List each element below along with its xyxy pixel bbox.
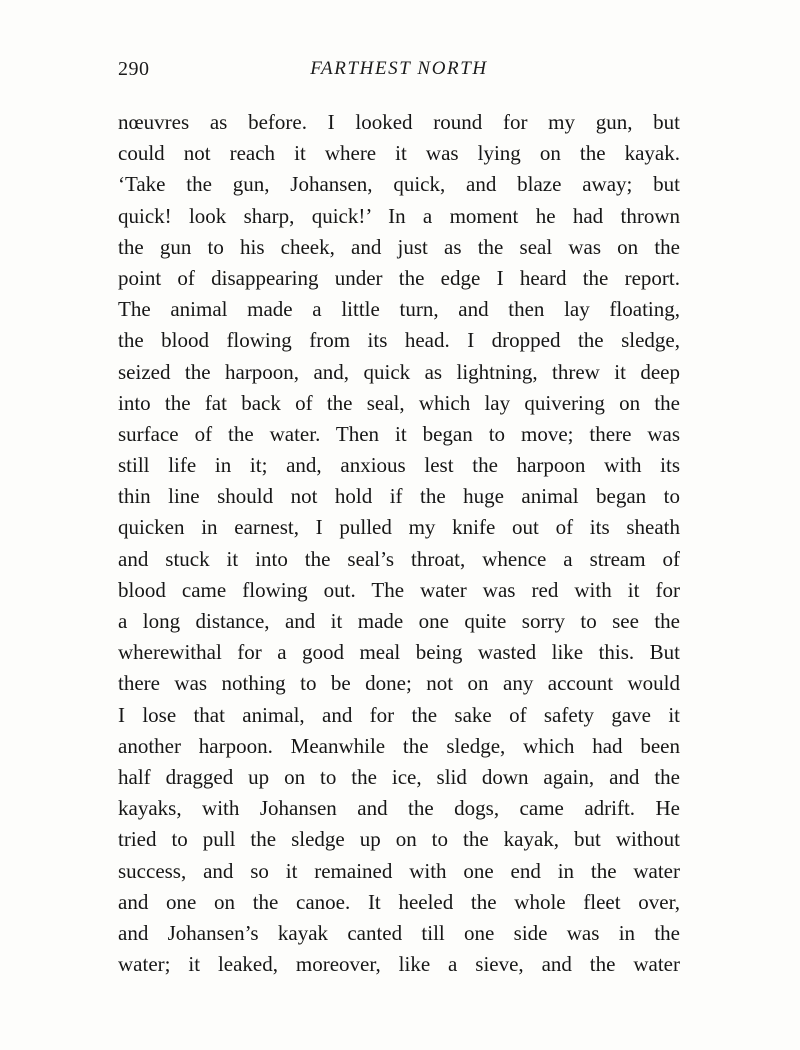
text-line: could not reach it where it was lying on the kayak.	[118, 141, 680, 166]
body-text	[118, 107, 680, 980]
text-line: seized the harpoon, and, quick as lightning, threw it deep	[118, 359, 680, 384]
text-line: still life in it; and, anxious lest the harpoon with its	[118, 453, 680, 478]
text-line: point of disappearing under the edge I heard the report.	[118, 265, 680, 290]
text-line: thin line should not hold if the huge animal began to	[118, 484, 680, 509]
text-line: the gun to his cheek, and just as the seal was on the	[118, 234, 680, 259]
text-line: the blood flowing from its head. I dropped the sledge,	[118, 328, 680, 353]
text-line: nœuvres as before. I looked round for my gun, but	[118, 110, 680, 134]
page-number: 290	[118, 58, 150, 80]
text-line: kayaks, with Johansen and the dogs, came adrift. He	[118, 796, 680, 821]
text-line: and stuck it into the seal’s throat, whence a stream of	[118, 546, 680, 571]
text-line: I lose that animal, and for the sake of safety gave it	[118, 702, 680, 727]
text-line: and one on the canoe. It heeled the whole fleet over,	[118, 889, 680, 914]
text-line: quicken in earnest, I pulled my knife out of its sheath	[118, 515, 680, 540]
text-line: The animal made a little turn, and then lay floating,	[118, 297, 680, 322]
text-line: success, and so it remained with one end in the water	[118, 858, 680, 883]
text-line: water; it leaked, moreover, like a sieve, and the water	[118, 952, 680, 977]
text-line: blood came flowing out. The water was red with it for	[118, 577, 680, 602]
page-header	[118, 58, 680, 88]
text-line: ‘Take the gun, Johansen, quick, and blaze away; but	[118, 172, 680, 197]
text-line: quick! look sharp, quick!’ In a moment he had thrown	[118, 203, 680, 228]
text-line: half dragged up on to the ice, slid down again, and the	[118, 764, 680, 789]
text-line: another harpoon. Meanwhile the sledge, which had been	[118, 733, 680, 758]
text-line: there was nothing to be done; not on any account would	[118, 671, 680, 696]
text-line: wherewithal for a good meal being wasted like this. But	[118, 640, 680, 665]
text-line: a long distance, and it made one quite sorry to see the	[118, 609, 680, 633]
text-line: into the fat back of the seal, which lay quivering on the	[118, 390, 680, 415]
running-title: FARTHEST NORTH	[310, 58, 488, 79]
text-line: and Johansen’s kayak canted till one side was in the	[118, 920, 680, 945]
text-line: surface of the water. Then it began to move; there was	[118, 421, 680, 446]
text-line: tried to pull the sledge up on to the kayak, but without	[118, 827, 680, 852]
